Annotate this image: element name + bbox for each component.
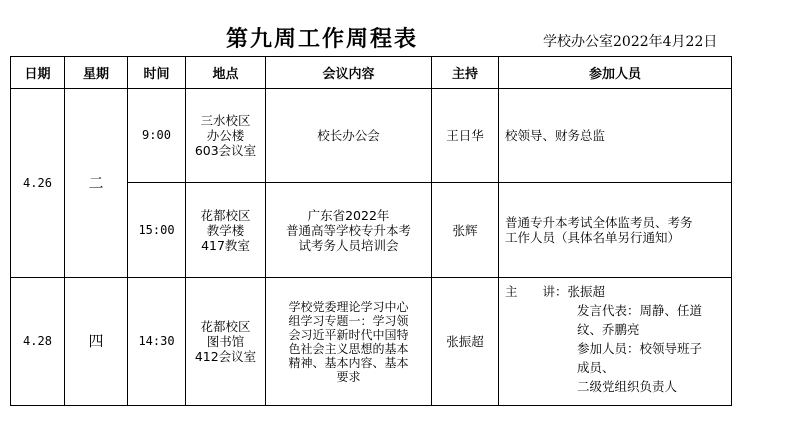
weekday-cell: 二 <box>65 89 128 278</box>
table-header-row <box>11 57 732 89</box>
location-line: 花都校区 <box>200 319 251 334</box>
location-cell <box>186 183 266 278</box>
participants-line: 发言代表：周静、任道 <box>577 303 703 318</box>
table-row <box>11 89 732 183</box>
participants-line: 校领导、财务总监 <box>505 128 606 143</box>
schedule-table <box>10 56 732 406</box>
content-line: 学校党委理论学习中心 <box>288 299 409 314</box>
content-line: 试考务人员培训会 <box>298 237 399 253</box>
location-line: 图书馆 <box>206 334 245 349</box>
host-cell: 张辉 <box>432 183 499 278</box>
office-date: 学校办公室2022年4月22日 <box>543 34 718 50</box>
date-cell: 4.26 <box>11 89 65 278</box>
col-header-location: 地点 <box>186 57 266 89</box>
location-line: 教学楼 <box>206 222 245 238</box>
location-line: 603会议室 <box>194 143 257 158</box>
time-cell: 9:00 <box>128 89 186 183</box>
col-header-participants: 参加人员 <box>499 57 732 89</box>
speaker-name: 张振超 <box>567 284 606 299</box>
time-cell: 14:30 <box>128 278 186 406</box>
speaker-label: 主 讲： <box>505 284 568 299</box>
page-title: 第九周工作周程表 <box>226 26 419 52</box>
location-line: 花都校区 <box>200 207 251 223</box>
location-line: 412会议室 <box>194 349 257 364</box>
participants-cell <box>499 278 732 406</box>
content-cell <box>266 183 432 278</box>
content-line: 组学习专题一：学习领 <box>288 313 409 328</box>
content-line: 色社会主义思想的基本 <box>288 341 409 356</box>
participants-line: 成员、 <box>577 360 615 375</box>
content-line: 会习近平新时代中国特 <box>288 327 409 342</box>
content-line: 校长办公会 <box>317 128 380 143</box>
col-header-host: 主持 <box>432 57 499 89</box>
participants-line: 普通专升本考试全体监考员、考务 <box>505 215 693 230</box>
content-cell <box>266 89 432 183</box>
participants-line: 纹、乔鹏亮 <box>577 322 640 337</box>
participants-line: 参加人员：校领导班子 <box>577 341 703 356</box>
col-header-weekday: 星期 <box>65 57 128 89</box>
host-cell: 王日华 <box>432 89 499 183</box>
content-line: 精神、基本内容、基本 <box>288 355 409 370</box>
host-cell: 张振超 <box>432 278 499 406</box>
content-cell <box>266 278 432 406</box>
participants-cell <box>499 183 732 278</box>
location-cell <box>186 278 266 406</box>
date-cell: 4.28 <box>11 278 65 406</box>
col-header-content: 会议内容 <box>266 57 432 89</box>
location-cell <box>186 89 266 183</box>
location-line: 办公楼 <box>206 128 245 143</box>
participants-line: 工作人员（具体名单另行通知） <box>505 230 681 245</box>
col-header-time: 时间 <box>128 57 186 89</box>
content-line: 广东省2022年 <box>307 207 390 223</box>
participants-line: 二级党组织负责人 <box>577 379 678 394</box>
location-line: 三水校区 <box>200 113 251 128</box>
participants-speaker-line <box>505 282 728 301</box>
location-line: 417教室 <box>201 237 250 253</box>
content-line: 要求 <box>336 369 361 384</box>
weekday-cell: 四 <box>65 278 128 406</box>
time-cell: 15:00 <box>128 183 186 278</box>
col-header-date: 日期 <box>11 57 65 89</box>
table-row <box>11 278 732 406</box>
content-line: 普通高等学校专升本考 <box>285 222 411 238</box>
participants-cell <box>499 89 732 183</box>
